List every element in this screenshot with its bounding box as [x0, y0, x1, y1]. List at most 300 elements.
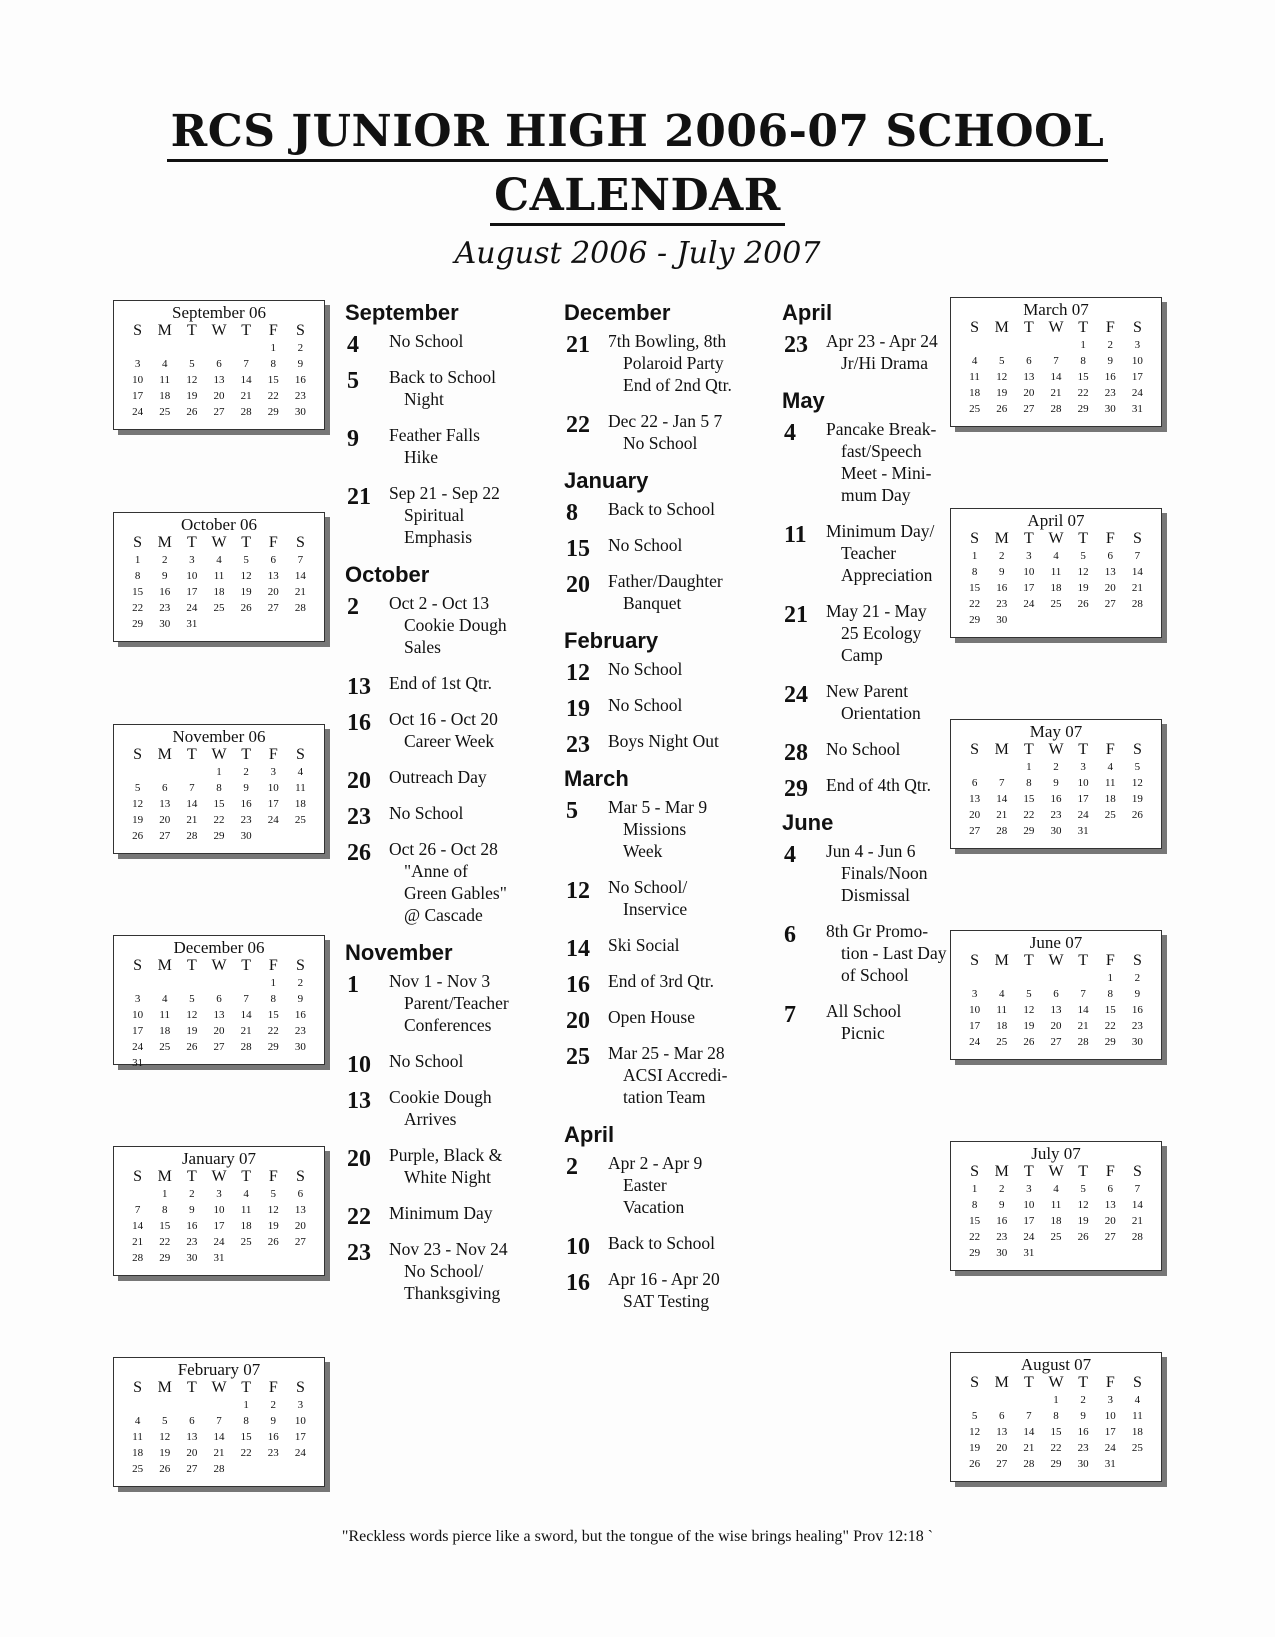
date-cell: 7 [1134, 550, 1141, 562]
weekday-label: T [241, 322, 252, 339]
date-cell: 1 [1080, 339, 1086, 351]
date-cell: 19 [1023, 1020, 1035, 1032]
date-cell: 20 [996, 1442, 1008, 1454]
month-heading: October [345, 562, 430, 587]
week-row [114, 1023, 324, 1039]
weekday-label: F [1105, 319, 1115, 336]
week-row [114, 991, 324, 1007]
event-day: 23 [784, 332, 808, 358]
date-cell: 1 [270, 977, 277, 989]
date-cell [287, 828, 314, 844]
event-text: 8th Gr Promo- [826, 921, 929, 941]
date-cell: 14 [186, 798, 198, 810]
date-cell: 10 [132, 374, 144, 386]
date-cell: 3 [1080, 761, 1086, 773]
date-cell: 30 [996, 614, 1008, 626]
date-cell: 16 [294, 374, 306, 386]
date-cell: 23 [996, 1231, 1008, 1243]
mini-calendar [113, 724, 325, 854]
event-item [564, 934, 764, 962]
event-text: Oct 26 - Oct 28 [389, 839, 498, 859]
date-cell [178, 764, 205, 780]
date-cell: 28 [294, 602, 306, 614]
date-cell: 5 [161, 1415, 168, 1427]
date-cell: 28 [1077, 1036, 1089, 1048]
weekday-label: T [186, 1379, 197, 1396]
event-text: Camp [841, 645, 883, 665]
date-cell: 3 [134, 993, 141, 1005]
date-cell: 10 [969, 1004, 981, 1016]
weekday-header [951, 1374, 1161, 1392]
date-cell: 30 [1077, 1458, 1089, 1470]
date-cell: 10 [1077, 777, 1089, 789]
mini-calendar [113, 1146, 325, 1276]
event-day: 5 [566, 798, 578, 824]
event-text: Orientation [841, 703, 921, 723]
event-item [345, 708, 545, 752]
week-row [114, 584, 324, 600]
date-cell: 1 [1107, 972, 1114, 984]
weekday-label: T [1078, 741, 1089, 758]
date-cell: 12 [132, 798, 144, 810]
date-cell: 17 [186, 586, 198, 598]
date-cell: 11 [132, 1431, 143, 1443]
date-cell: 3 [1107, 1394, 1114, 1406]
date-cell: 20 [294, 1220, 306, 1232]
date-cell: 18 [1050, 582, 1062, 594]
weekday-label: W [211, 746, 227, 763]
date-cell: 10 [1023, 566, 1035, 578]
event-text: Pancake Break- [826, 419, 937, 439]
date-cell: 26 [159, 1463, 171, 1475]
date-cell [233, 340, 260, 356]
week-row [114, 616, 324, 632]
date-cell [1070, 1245, 1097, 1261]
date-cell: 28 [240, 1041, 252, 1053]
weekday-label: T [186, 746, 197, 763]
page-title-line1: RCS JUNIOR HIGH 2006-07 SCHOOL [0, 106, 1275, 162]
date-cell: 29 [969, 614, 981, 626]
weekday-label: F [268, 957, 278, 974]
date-cell: 17 [1077, 793, 1089, 805]
date-cell: 9 [161, 570, 168, 582]
date-cell: 24 [267, 814, 279, 826]
date-cell: 6 [297, 1188, 304, 1200]
date-cell: 14 [1023, 1426, 1035, 1438]
date-cell: 11 [159, 374, 170, 386]
date-cell: 12 [969, 1426, 981, 1438]
event-day: 21 [566, 332, 590, 358]
event-text: No School [826, 739, 901, 759]
date-cell: 15 [1023, 793, 1035, 805]
week-row [114, 1218, 324, 1234]
event-text: Mar 5 - Mar 9 [608, 797, 708, 817]
weekday-header [951, 1163, 1161, 1181]
weekday-label: T [186, 1168, 197, 1185]
date-cell: 8 [270, 993, 277, 1005]
date-cell: 11 [1132, 1410, 1143, 1422]
weekday-label: M [994, 741, 1009, 758]
weekday-label: T [1078, 319, 1089, 336]
week-row [114, 568, 324, 584]
event-item [564, 534, 764, 562]
date-cell: 28 [186, 830, 198, 842]
date-cell [151, 1397, 178, 1413]
weekday-label: W [211, 1379, 227, 1396]
event-text: End of 1st Qtr. [389, 673, 493, 693]
event-text: Emphasis [404, 527, 473, 547]
weekday-label: W [1048, 741, 1064, 758]
week-row [114, 1055, 324, 1071]
date-cell: 7 [1080, 988, 1086, 1000]
date-cell [151, 340, 178, 356]
weekday-label: S [1132, 1374, 1142, 1391]
event-text: Missions [623, 819, 687, 839]
event-day: 15 [566, 536, 590, 562]
date-cell: 18 [294, 798, 306, 810]
event-day: 20 [347, 1146, 371, 1172]
event-item [564, 330, 764, 396]
date-cell: 11 [969, 371, 980, 383]
date-cell: 23 [186, 1236, 198, 1248]
week-row [114, 1234, 324, 1250]
event-text: Cookie Dough [404, 615, 507, 635]
week-row [114, 1429, 324, 1445]
date-cell: 5 [1080, 550, 1086, 562]
event-text: Nov 1 - Nov 3 [389, 971, 491, 991]
date-cell: 16 [1050, 793, 1062, 805]
event-text: Sales [404, 637, 441, 657]
date-cell [205, 1397, 232, 1413]
date-cell: 29 [1050, 1458, 1062, 1470]
date-cell: 5 [1026, 988, 1032, 1000]
date-cell: 15 [159, 1220, 171, 1232]
event-item [345, 592, 545, 658]
date-cell: 24 [1077, 809, 1089, 821]
event-text: Meet - Mini- [841, 463, 932, 483]
weekday-label: M [994, 952, 1009, 969]
date-cell: 26 [1077, 1231, 1089, 1243]
event-text: Picnic [841, 1023, 885, 1043]
weekday-label: S [970, 952, 980, 969]
date-cell: 9 [270, 1415, 277, 1427]
event-item [564, 796, 764, 862]
date-cell: 29 [159, 1252, 171, 1264]
weekday-label: T [1078, 1374, 1089, 1391]
weekday-label: T [1078, 530, 1089, 547]
date-cell: 31 [1131, 403, 1143, 415]
week-row [114, 600, 324, 616]
date-cell: 27 [267, 602, 279, 614]
date-cell: 14 [1131, 1199, 1143, 1211]
week-row [951, 823, 1161, 839]
date-cell: 30 [996, 1247, 1008, 1259]
event-text: No School [608, 695, 683, 715]
week-row [951, 1002, 1161, 1018]
date-cell: 25 [213, 602, 225, 614]
date-cell: 23 [240, 814, 252, 826]
date-cell: 3 [297, 1399, 304, 1411]
weekday-label: T [241, 746, 252, 763]
weekday-label: S [970, 530, 980, 547]
date-cell: 6 [1026, 355, 1032, 367]
date-cell: 7 [243, 358, 249, 370]
date-cell: 14 [1077, 1004, 1089, 1016]
mini-calendar-title: August 07 [1020, 1355, 1092, 1374]
week-row [114, 796, 324, 812]
event-item [564, 1152, 764, 1218]
mini-calendar-title: February 07 [177, 1360, 261, 1379]
date-cell: 26 [1077, 598, 1089, 610]
event-text: Ski Social [608, 935, 680, 955]
date-cell: 16 [1077, 1426, 1089, 1438]
event-text: Minimum Day [389, 1203, 493, 1223]
date-cell: 31 [1077, 825, 1089, 837]
date-cell: 30 [1131, 1036, 1143, 1048]
event-text: No School [608, 659, 683, 679]
month-heading: April [782, 300, 833, 325]
week-row [951, 564, 1161, 580]
event-item [564, 410, 764, 454]
week-row [114, 372, 324, 388]
event-day: 16 [566, 972, 590, 998]
date-cell: 8 [1080, 355, 1086, 367]
date-cell: 11 [295, 782, 306, 794]
date-cell: 5 [998, 355, 1005, 367]
date-cell: 20 [969, 809, 981, 821]
date-cell: 27 [996, 1458, 1008, 1470]
date-cell: 1 [134, 554, 141, 566]
week-row [951, 612, 1161, 628]
week-row [114, 780, 324, 796]
event-text: Night [404, 389, 444, 409]
event-item [564, 730, 764, 758]
weekday-label: S [295, 1168, 305, 1185]
event-text: of School [841, 965, 909, 985]
date-cell: 21 [213, 1447, 225, 1459]
date-cell: 20 [1023, 387, 1035, 399]
date-cell [260, 828, 287, 844]
date-cell: 4 [216, 554, 222, 566]
event-text: Apr 23 - Apr 24 [826, 331, 938, 351]
weekday-label: S [970, 1163, 980, 1180]
event-item [345, 482, 545, 548]
event-item [564, 876, 764, 920]
date-cell: 7 [1134, 1183, 1141, 1195]
date-cell [1042, 970, 1069, 986]
month-heading: April [564, 1122, 615, 1147]
event-item [782, 520, 982, 586]
weekday-label: T [241, 1168, 252, 1185]
date-cell: 4 [297, 766, 304, 778]
date-cell [233, 1055, 260, 1071]
date-cell: 15 [1104, 1004, 1116, 1016]
date-cell: 27 [213, 406, 225, 418]
event-day: 12 [566, 660, 590, 686]
weekday-label: T [241, 534, 252, 551]
date-cell: 19 [1077, 1215, 1089, 1227]
date-cell: 8 [216, 782, 222, 794]
date-cell: 16 [1104, 371, 1116, 383]
week-row [951, 353, 1161, 369]
weekday-label: S [133, 1379, 143, 1396]
date-cell: 27 [1023, 403, 1035, 415]
event-day: 26 [347, 840, 371, 866]
date-cell: 23 [294, 390, 306, 402]
mini-calendar [113, 935, 325, 1069]
date-cell: 18 [132, 1447, 144, 1459]
date-cell: 19 [240, 586, 252, 598]
date-cell: 12 [996, 371, 1008, 383]
date-cell: 19 [969, 1442, 981, 1454]
page-title-line2: CALENDAR [0, 170, 1275, 226]
weekday-label: F [268, 1168, 278, 1185]
week-row [114, 388, 324, 404]
event-text: New Parent [826, 681, 909, 701]
weekday-label: S [133, 1168, 143, 1185]
date-cell: 20 [213, 1025, 225, 1037]
date-cell: 22 [240, 1447, 252, 1459]
date-cell: 28 [132, 1252, 144, 1264]
mini-calendar-title: May 07 [1029, 722, 1083, 741]
weekday-label: S [295, 957, 305, 974]
date-cell: 11 [159, 1009, 170, 1021]
date-cell: 14 [1131, 566, 1143, 578]
date-cell: 16 [294, 1009, 306, 1021]
weekday-label: W [211, 322, 227, 339]
date-cell: 22 [969, 598, 981, 610]
date-cell: 3 [189, 554, 195, 566]
date-cell: 9 [998, 1199, 1005, 1211]
date-cell: 18 [159, 1025, 171, 1037]
date-cell [1015, 612, 1042, 628]
event-text: tion - Last Day [841, 943, 947, 963]
week-row [114, 552, 324, 568]
date-cell [1097, 612, 1124, 628]
event-text: Career Week [404, 731, 495, 751]
weekday-label: M [994, 1163, 1009, 1180]
week-row [951, 385, 1161, 401]
page-subtitle: August 2006 - July 2007 [454, 236, 821, 271]
date-cell: 23 [159, 602, 171, 614]
date-cell: 4 [1107, 761, 1114, 773]
event-item [345, 1238, 545, 1304]
date-cell: 2 [998, 550, 1005, 562]
event-item [564, 694, 764, 722]
date-cell: 15 [1050, 1426, 1062, 1438]
date-cell: 3 [134, 358, 141, 370]
week-row [951, 1408, 1161, 1424]
date-cell: 8 [971, 1199, 978, 1211]
event-item [782, 680, 982, 724]
date-cell: 27 [294, 1236, 306, 1248]
month-heading: November [345, 940, 453, 965]
weekday-label: M [994, 530, 1009, 547]
date-cell: 13 [159, 798, 171, 810]
event-day: 21 [784, 602, 808, 628]
week-row [951, 775, 1161, 791]
event-column [782, 300, 982, 1058]
date-cell: 30 [240, 830, 252, 842]
event-text: Thanksgiving [404, 1283, 501, 1303]
date-cell: 6 [189, 1415, 195, 1427]
month-heading: May [782, 388, 825, 413]
event-text: End of 3rd Qtr. [608, 971, 714, 991]
date-cell: 30 [159, 618, 171, 630]
event-text: mum Day [841, 485, 911, 505]
week-row [114, 1039, 324, 1055]
date-cell: 8 [270, 358, 277, 370]
date-cell: 8 [971, 566, 978, 578]
date-cell [988, 759, 1015, 775]
date-cell: 26 [240, 602, 252, 614]
date-cell: 19 [267, 1220, 279, 1232]
date-cell: 25 [159, 1041, 171, 1053]
footer-quote: "Reckless words pierce like a sword, but the tongue of the wise brings healing" Prov 12:18 ` [341, 1528, 934, 1545]
date-cell: 4 [1053, 1183, 1059, 1195]
weekday-label: T [186, 534, 197, 551]
week-row [951, 401, 1161, 417]
event-text: Conferences [404, 1015, 492, 1035]
date-cell: 9 [1134, 988, 1141, 1000]
date-cell [233, 616, 260, 632]
date-cell: 6 [270, 554, 277, 566]
date-cell: 8 [161, 1204, 168, 1216]
date-cell: 26 [186, 406, 198, 418]
date-cell: 6 [1107, 550, 1114, 562]
date-cell: 3 [971, 988, 978, 1000]
date-cell: 1 [161, 1188, 168, 1200]
week-row [951, 1245, 1161, 1261]
event-day: 23 [566, 732, 590, 758]
month-heading: March [564, 766, 629, 791]
date-cell: 14 [213, 1431, 225, 1443]
event-day: 10 [566, 1234, 590, 1260]
week-row [114, 1413, 324, 1429]
event-text: Purple, Black & [389, 1145, 503, 1165]
weekday-header [951, 741, 1161, 759]
date-cell: 6 [998, 1410, 1005, 1422]
date-cell: 22 [1023, 809, 1035, 821]
mini-calendar-title: November 06 [172, 727, 266, 746]
date-cell: 5 [189, 993, 195, 1005]
date-cell: 18 [240, 1220, 252, 1232]
date-cell: 25 [294, 814, 306, 826]
date-cell: 20 [159, 814, 171, 826]
event-text: SAT Testing [623, 1291, 710, 1311]
date-cell: 21 [240, 390, 252, 402]
date-cell: 13 [186, 1431, 198, 1443]
date-cell: 16 [996, 1215, 1008, 1227]
event-text: Teacher [841, 543, 897, 563]
event-text: Back to School [389, 367, 496, 387]
mini-calendar-title: March 07 [1023, 300, 1089, 319]
mini-calendar [113, 512, 325, 642]
event-text: Week [623, 841, 663, 861]
date-cell [1124, 1456, 1151, 1472]
date-cell: 5 [243, 554, 249, 566]
date-cell: 10 [267, 782, 279, 794]
date-cell [205, 975, 232, 991]
week-row [951, 1213, 1161, 1229]
date-cell: 15 [1077, 371, 1089, 383]
date-cell [233, 1461, 260, 1477]
date-cell: 4 [161, 993, 168, 1005]
date-cell: 7 [998, 777, 1005, 789]
date-cell: 2 [297, 342, 304, 354]
weekday-label: F [268, 746, 278, 763]
date-cell: 10 [213, 1204, 225, 1216]
